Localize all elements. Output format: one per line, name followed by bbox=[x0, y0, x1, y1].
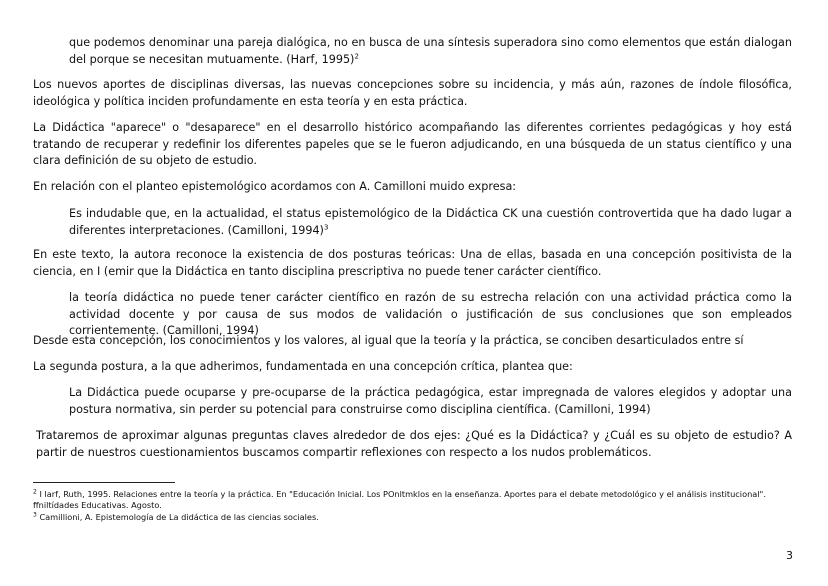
footnote-ref-2[interactable]: 2 bbox=[354, 51, 359, 60]
footnote-3: $^3$ Camillioni, A. Epistemología de La didáctica de las ciencias sociales. bbox=[33, 511, 319, 522]
footnote-ref-3[interactable]: 3 bbox=[323, 222, 329, 231]
quote-paragraph-camilloni-3: La Didáctica puede ocuparse y pre-ocuparse de la práctica pedagógica, estar impregnada de valores elegidos y adoptar una postura normativa, sin perder su potencial para construirse como disciplina científica. (Camilloni, 1994) bbox=[69, 386, 792, 416]
quote-paragraph-camilloni-2: la teoría didáctica no puede tener carácter científico en razón de su estrecha relación con una actividad práctica como la actividad docente y por causa de sus modos de validación o justificación de sus conclusiones que son empleados corrientemente. (Camilloni, 1994) bbox=[69, 291, 792, 337]
body-paragraph-2: La Didáctica "aparece" o "desaparece" en el desarrollo histórico acompañando las diferentes corrientes pedagógicas y hoy está tratando de recuperar y redefinir los diferentes papeles que se le fueron adjudicando, en una búsqueda de un status científico y una clara definición de su objeto de estudio. bbox=[33, 121, 792, 167]
body-paragraph-3: En relación con el planteo epistemológico acordamos con A. Camilloni muido expresa: bbox=[33, 180, 517, 193]
body-paragraph-4: En este texto, la autora reconoce la existencia de dos posturas teóricas: Una de ellas, basada en una concepción positivista de la ciencia, en I (emir que la Didáctica en tanto disciplina prescriptiva no puede tener carácter científico. bbox=[33, 248, 792, 278]
quote-paragraph-camilloni-1: Es indudable que, en la actualidad, el status epistemológico de la Didáctica CK una cuestión controvertida que ha dado lugar a diferentes interpretaciones. (Camilloni, 1994)$^3$ bbox=[69, 207, 792, 237]
body-paragraph-7: Trataremos de aproximar algunas preguntas claves alrededor de dos ejes: ¿Qué es la Didáctica? y ¿Cuál es su objeto de estudio? A partir de nuestros cuestionamientos buscamos compartir reflexiones con respecto a los nudos problemáticos. bbox=[36, 429, 792, 459]
page-number: 3 bbox=[786, 549, 793, 562]
quote-paragraph-harf: que podemos denominar una pareja dialógica, no en busca de una síntesis superadora sino como elementos que están dialogan del porque se necesitan mutuamente. (Harf, 1995)$^2$ bbox=[69, 36, 792, 66]
body-paragraph-6: La segunda postura, a la que adherimos, fundamentada en una concepción crítica, plantea que: bbox=[33, 360, 573, 373]
body-paragraph-1: Los nuevos aportes de disciplinas diversas, las nuevas concepciones sobre su incidencia, y más aún, razones de índole filosófica, ideológica y política inciden profundamente en esta teoría y en esta práctica. bbox=[33, 78, 792, 108]
footnote-2: $^2$ I larf, Ruth, 1995. Relaciones entre la teoría y la práctica. En "Educación Inicial. Los POnltmklos en la enseñanza. Aportes para el debate metodológico y el análisis institucional". ffniltídades Educativas. Agosto. bbox=[33, 488, 766, 510]
body-paragraph-5: Desde esta concepción, los conocimientos y los valores, al igual que la teoría y la práctica, se conciben desarticulados entre sí bbox=[33, 334, 744, 347]
footnote-separator bbox=[33, 482, 175, 483]
